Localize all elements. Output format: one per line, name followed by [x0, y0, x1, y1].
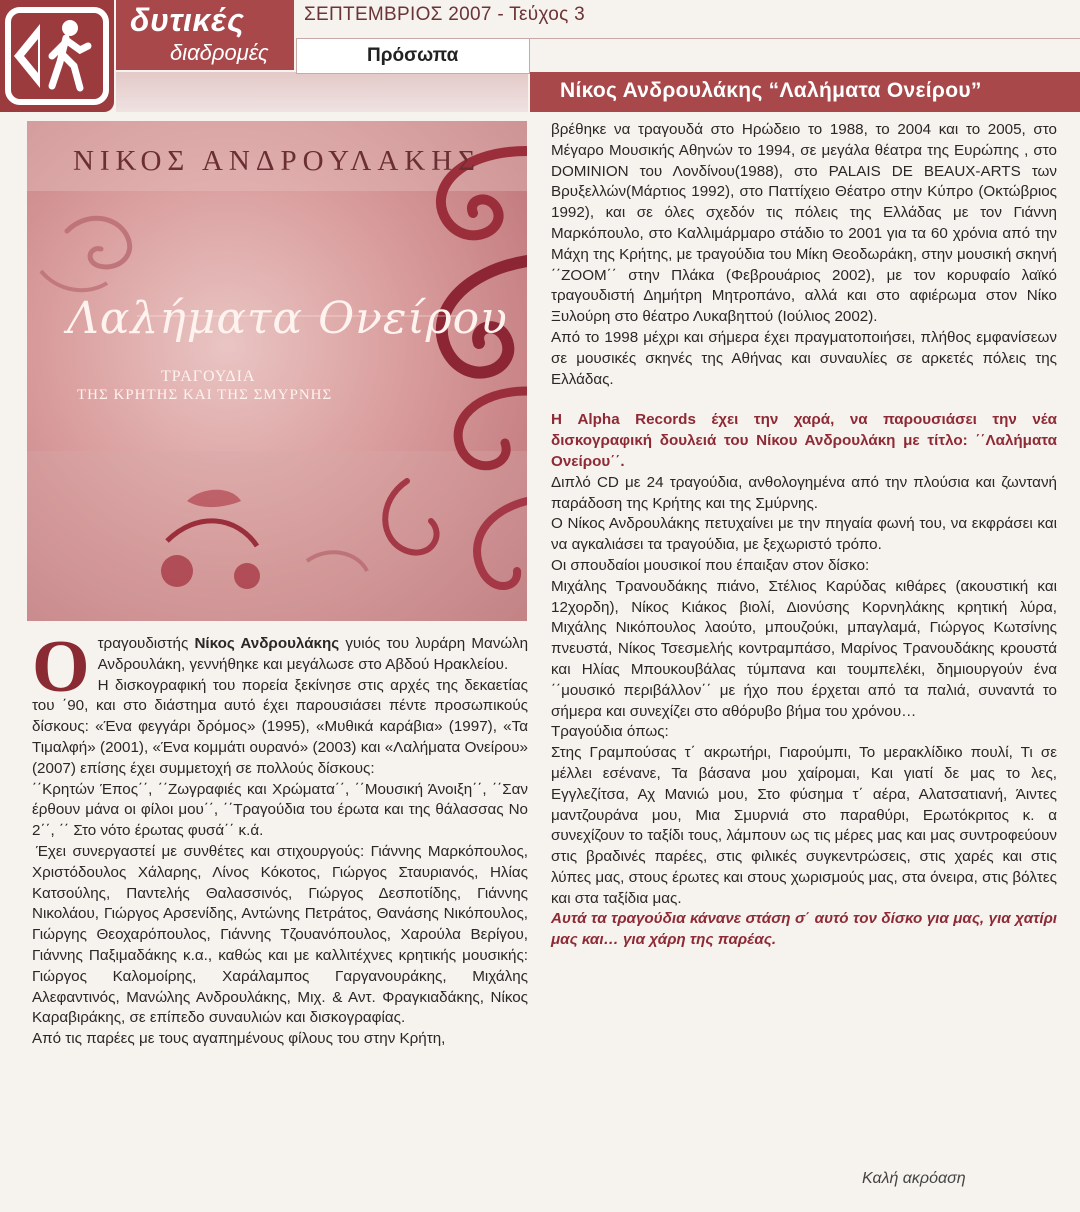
- brand-under-strip: [116, 72, 528, 112]
- songs-intro: Τραγούδια όπως:: [551, 723, 669, 741]
- album-cover: [27, 121, 527, 621]
- collaborations-list: ΄΄Κρητών Έπος΄΄, ΄΄Ζωγραφιές και Χρώματα΄΄, ΄΄Μουσική Άνοιξη΄΄, ΄΄Σαν έρθουν μάνα οι φίλοι μου΄΄, ΄΄Τραγούδια του έρωτα και της θάλασσας Νο 2΄΄, ΄΄ Στο νότο έρωτας φυσά΄΄ κ.ά.: [32, 780, 528, 840]
- artist-name-bold: Νίκος Ανδρουλάκης: [194, 635, 340, 652]
- section-tab: [296, 38, 530, 74]
- article-title-bar: [530, 72, 1080, 112]
- double-cd-paragraph: Διπλό CD με 24 τραγούδια, ανθολογημένα από την πλούσια και ζωντανή παράδοση της Κρήτης και της Σμύρνης.: [551, 473, 1057, 512]
- cover-artist-name: ΝΙΚΟΣ ΑΝΔΡΟΥΛΑΚΗΣ: [72, 145, 482, 177]
- appearances-paragraph: Από το 1998 μέχρι και σήμερα έχει πραγματοποιήσει, πλήθος εμφανίσεων σε μουσικές σκηνές της Αθήνας και συναυλίες σε αρκετές πόλεις της Ελλάδας.: [551, 328, 1057, 388]
- alpha-records-announcement: Η Alpha Records έχει την χαρά, να παρουσιάσει την νέα δισκογραφική δουλειά του Νίκου Ανδρουλάκη με τίτλο: ΄΄Λαλήματα Ονείρου΄΄.: [551, 411, 1057, 470]
- sign-off: Καλή ακρόαση: [862, 1170, 966, 1187]
- drop-cap: Ο: [32, 626, 90, 708]
- cover-ornament: [27, 121, 527, 621]
- musicians-paragraph: Μιχάλης Τρανουδάκης πιάνο, Στέλιος Καρύδας κιθάρες (ακουστική και 12χορδη), Νίκος Κιάκος βιολί, Διονύσης Κορνηλάκης κρητική λύρα, Μιχάλης Νικόπουλος λαούτο, μπουζούκι, μπαγλαμά, Γιώργος Κωτσίνης πνευστά, Νίκος Τσεσμελής κοντραμπάσο, Μαρίνος Τρανουδάκης κρουστά και Ηλίας Μπουκουβάλας τύμπανα και τουμπελέκι, δημιουργούν ένα ΄΄μουσικό περιβάλλον΄΄ με ήχο που έρχεται από τα παλιά, συναντά το σήμερα και συνεχίζει στο αθόρυβο βήμα του χρόνου…: [551, 577, 1057, 720]
- intro-post: γυιός του λυράρη Μανώλη Ανδρουλάκη, γεννήθηκε και μεγάλωσε στο Αβδού Ηρακλείου.: [97, 635, 529, 673]
- article-title: Νίκος Ανδρουλάκης “Λαλήματα Ονείρου”: [560, 79, 982, 102]
- section-label: Πρόσωπα: [367, 45, 459, 66]
- magazine-logo: [0, 0, 114, 112]
- issue-info: ΣΕΠΤΕΜΒΡΙΟΣ 2007 - Τεύχος 3: [304, 4, 585, 25]
- performances-paragraph: βρέθηκε να τραγουδά στο Ηρώδειο το 1988, το 2004 και το 2005, στο Μέγαρο Μουσικής Αθηνών το 1994, σε μεγάλα θέατρα της Ευρώπης , στο DOMINION του Λονδίνου(1988), στο PALAIS DE BEAUX-ARTS των Βρυξελλών(Μάρτιος 1992), στο Παττίχειο Θέατρο στην Κύπρο (Οκτώβριος 1992), και σε όλες σχεδόν τις πόλεις της Ελλάδας με τον Γιάννη Μαρκόπουλο, στο Καλλιμάρμαρο στάδιο το 2001 για τα 60 χρόνια από την Μάχη της Κρήτης, με τραγούδια του Μίκη Θεοδωράκη, στην μουσική σκηνή ΄΄ZOOM΄΄ στην Πλάκα (Φεβρουάριος 2002), με τον κορυφαίο λαϊκό τραγουδιστή Δημήτρη Μητροπάνο, αλλά και στο αφιέρωμα στον Νίκο Ξυλούρη στο θέατρο Λυκαβηττού (Ιούλιος 2002).: [551, 121, 1057, 326]
- discography-paragraph: Η δισκογραφική του πορεία ξεκίνησε στις αρχές της δεκαετίας του ΄90, και στο διάστημα αυτό έχει παρουσιάσει πέντε προσωπικούς δίσκους: «Ένα φεγγάρι δρόμος» (1995), «Μυθικά καράβια» (1997), «Τα Τιμαλφή» (2001), «Ένα κομμάτι ουρανό» (2003) και «Λαλήματα Ονείρου» (2007) επίσης έχει συμμετοχή σε πολλούς δίσκους:: [32, 676, 528, 777]
- walking-person-icon: [0, 0, 114, 112]
- intro-pre: τραγουδιστής: [97, 635, 195, 652]
- closing-statement: Αυτά τα τραγούδια κάνανε στάση σ΄ αυτό τον δίσκο για μας, για χατίρι μας και… για χάρη της παρέας.: [551, 910, 1057, 949]
- intro-paragraph: [32, 626, 529, 708]
- cover-subtitle-2: ΤΗΣ ΚΡΗΤΗΣ ΚΑΙ ΤΗΣ ΣΜΥΡΝΗΣ: [77, 387, 333, 403]
- left-closing-line: Από τις παρέες με τους αγαπημένους φίλους του στην Κρήτη,: [32, 1030, 446, 1048]
- cover-subtitle-1: ΤΡΑΓΟΥΔΙΑ: [161, 368, 256, 385]
- songs-paragraph: Στης Γραμπούσας τ΄ ακρωτήρι, Γιαρούμπι, Το μερακλίδικο πουλί, Τι σε μέλλει εσένανε, Τα βάσανα μου χαίρομαι, Και γιατί δε μας το λες, Εγγλεζίτσα, Αχ Μανιώ μου, Στο φύσημα τ΄ αέρα, Αλατσατιανή, Άιντες μαντζουράνα μου, Μια Σμυρνιά στο παραθύρι, Ερωτόκριτος κ. α συνεχίζουν το ταξίδι τους, λάμπουν ως τις μέρες μας και μας συντροφεύουν στις βραδινές παρέες, στις φιλικές συγκεντρώσεις, στις χαρές και στις λύπες μας, στους έρωτες και στους χωρισμούς μας, στα όνειρα, στις βόλτες και στα ταξίδια μας.: [551, 744, 1057, 907]
- brand-name-line1: δυτικές: [130, 2, 245, 38]
- voice-paragraph: Ο Νίκος Ανδρουλάκης πετυχαίνει με την πηγαία φωνή του, να εκφράσει και να αγκαλιάσει τα τραγούδια, με ξεχωριστό τρόπο.: [551, 515, 1057, 554]
- left-column: [32, 626, 529, 1050]
- composers-paragraph: Έχει συνεργαστεί με συνθέτες και στιχουργούς: Γιάννης Μαρκόπουλος, Χριστόδουλος Χάλαρης, Λίνος Κόκοτος, Γιώργος Σταυριανός, Ηλίας Κατσούλης, Παντελής Θαλασσινός, Γιώργος Δεσποτίδης, Γιάννης Νικολάου, Γιώργος Αρσενίδης, Αντώνης Πετράτος, Θανάσης Νικόπουλος, Γιώργης Θεοχαρόπουλος, Γιάννης Τζουανόπουλος, Χαρούλα Βερίγου, Γιάννης Παξιμαδάκης κ.α., καθώς και με καλλιτέχνες κρητικής μουσικής: Γιώργος Καλομοίρης, Χαράλαμπος Γαργανουράκης, Μιχάλης Αλεφαντινός, Μανώλης Ανδρουλάκης, Μιχ. & Αντ. Φραγκιαδάκης, Νίκος Καραβιράκης, σε επίπεδο συναυλιών και δισκογραφίας.: [32, 842, 528, 1027]
- right-column: [551, 120, 1057, 951]
- header-divider: [530, 38, 1080, 39]
- brand-name-line2: διαδρομές: [170, 40, 269, 65]
- brand-bar: [116, 0, 294, 70]
- musicians-intro: Οι σπουδαίοι μουσικοί που έπαιξαν στον δίσκο:: [551, 556, 870, 574]
- paragraph-gap: [551, 390, 1057, 410]
- cover-album-title: Λαλήματα Ονείρου: [67, 293, 508, 344]
